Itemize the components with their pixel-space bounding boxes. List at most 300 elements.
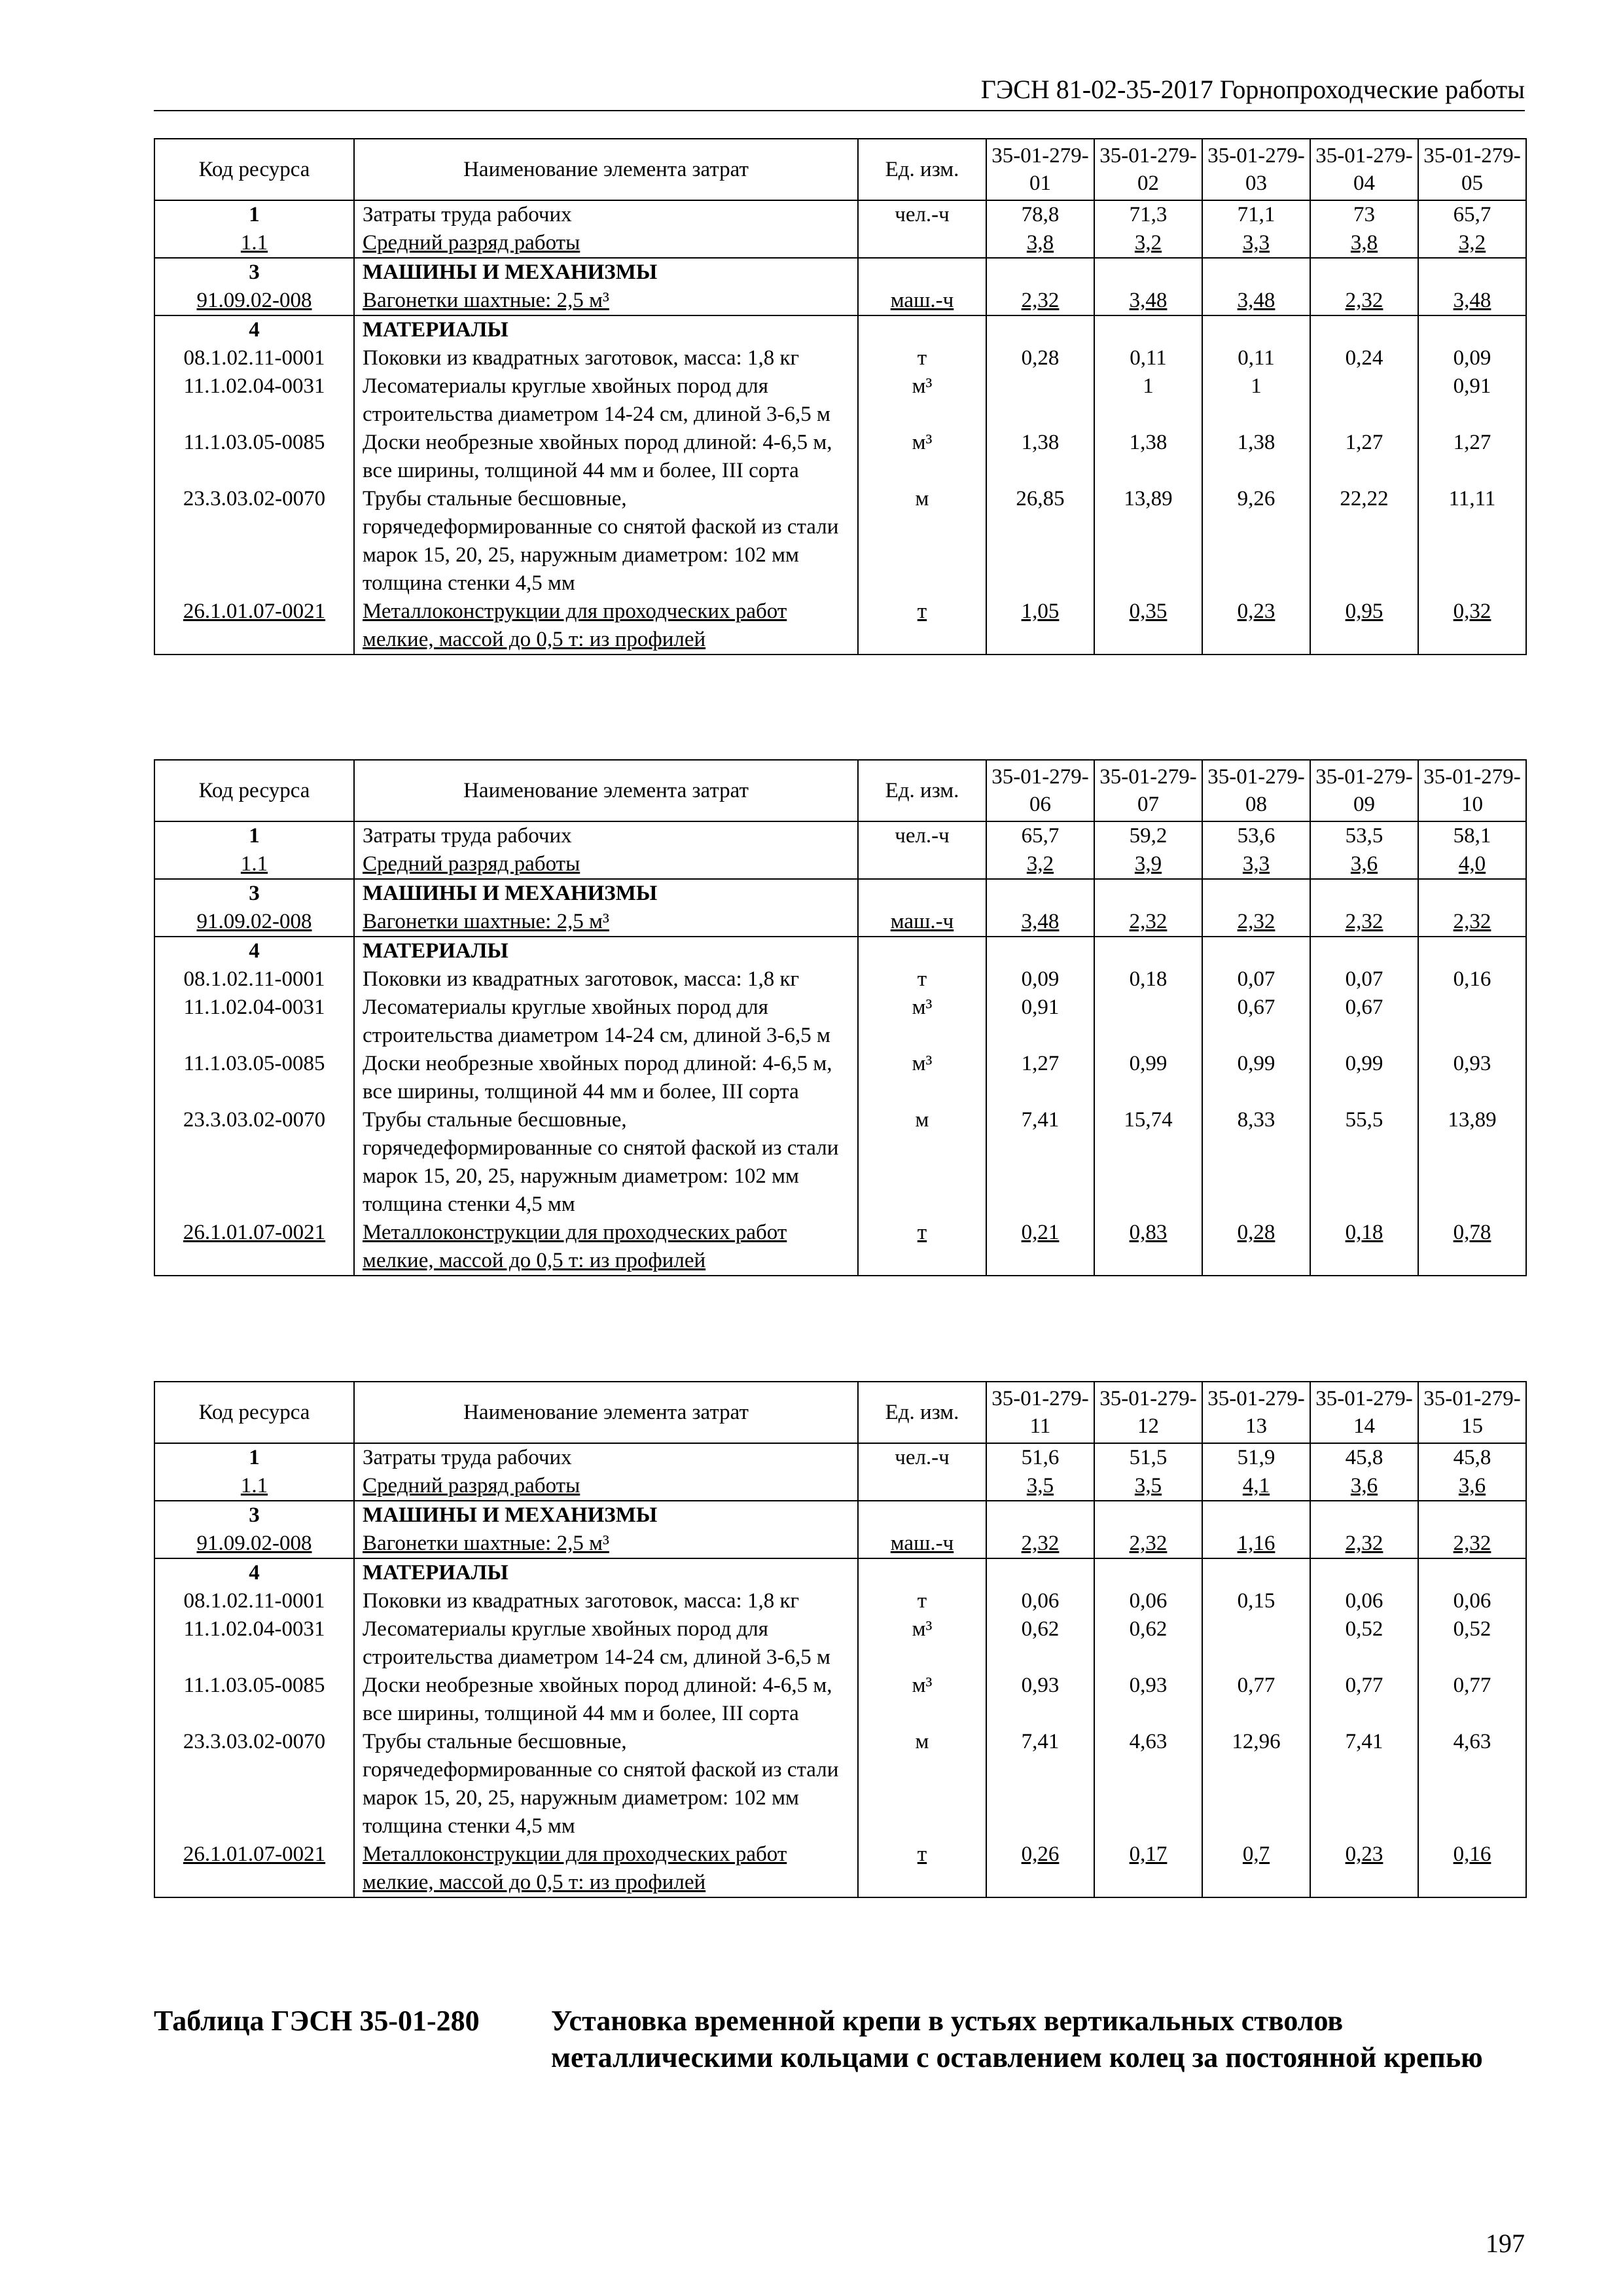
- resource-code: 08.1.02.11-0001: [154, 344, 354, 372]
- norm-value: 13,89: [1094, 485, 1202, 598]
- norm-value: 0,93: [1418, 1050, 1526, 1106]
- table-row: [154, 965, 1526, 994]
- norm-value: [1202, 315, 1310, 344]
- norm-value: 2,32: [1094, 1530, 1202, 1558]
- norm-value: 0,93: [1094, 1672, 1202, 1728]
- resource-code: 11.1.02.04-0031: [154, 994, 354, 1050]
- resource-name: Средний разряд работы: [354, 229, 858, 258]
- norm-value: [1418, 258, 1526, 287]
- norm-value: 1: [1094, 372, 1202, 429]
- table-row: [154, 1501, 1526, 1530]
- resource-unit: т: [858, 1219, 986, 1276]
- resource-name: Доски необрезные хвойных пород длиной: 4-6,5 м, все ширины, толщиной 44 мм и более, III сорта: [354, 1050, 858, 1106]
- resource-name: Средний разряд работы: [354, 1472, 858, 1501]
- norm-value: [1202, 258, 1310, 287]
- norm-value: 22,22: [1310, 485, 1418, 598]
- norm-value: [1094, 315, 1202, 344]
- resource-code: 11.1.03.05-0085: [154, 429, 354, 485]
- column-header-norm: 35-01-279-04: [1310, 139, 1418, 200]
- column-header-name: Наименование элемента затрат: [354, 1382, 858, 1443]
- norm-value: 1,38: [1202, 429, 1310, 485]
- norm-value: 3,6: [1310, 850, 1418, 879]
- norm-value: 1,38: [986, 429, 1094, 485]
- resource-name: Затраты труда рабочих: [354, 200, 858, 229]
- resource-unit: м³: [858, 994, 986, 1050]
- table-row: [154, 315, 1526, 344]
- norm-value: 0,18: [1094, 965, 1202, 994]
- norm-value: 0,16: [1418, 1840, 1526, 1897]
- resource-unit: м: [858, 485, 986, 598]
- norm-value: 0,16: [1418, 965, 1526, 994]
- table-row: [154, 429, 1526, 485]
- norm-value: 51,6: [986, 1443, 1094, 1472]
- norm-value: 2,32: [1310, 1530, 1418, 1558]
- norm-value: 3,5: [1094, 1472, 1202, 1501]
- resource-code: 4: [154, 315, 354, 344]
- resource-name: МАШИНЫ И МЕХАНИЗМЫ: [354, 258, 858, 287]
- norm-value: 0,09: [1418, 344, 1526, 372]
- norm-value: 7,41: [986, 1106, 1094, 1219]
- norm-value: 3,2: [1418, 229, 1526, 258]
- norm-value: [986, 372, 1094, 429]
- resource-code: 11.1.03.05-0085: [154, 1672, 354, 1728]
- norm-value: 0,83: [1094, 1219, 1202, 1276]
- norm-value: 0,06: [986, 1587, 1094, 1615]
- resource-name: Вагонетки шахтные: 2,5 м³: [354, 287, 858, 315]
- resource-code: 11.1.02.04-0031: [154, 1615, 354, 1672]
- norm-value: 0,52: [1310, 1615, 1418, 1672]
- table-row: [154, 1443, 1526, 1472]
- norm-value: 65,7: [986, 821, 1094, 850]
- resource-unit: т: [858, 344, 986, 372]
- norm-value: 3,3: [1202, 229, 1310, 258]
- norm-value: 3,2: [986, 850, 1094, 879]
- column-header-unit: Ед. изм.: [858, 760, 986, 821]
- norm-value: 0,17: [1094, 1840, 1202, 1897]
- table-row: [154, 994, 1526, 1050]
- resource-unit: т: [858, 598, 986, 655]
- resource-code: 91.09.02-008: [154, 908, 354, 937]
- norm-value: 59,2: [1094, 821, 1202, 850]
- table-row: [154, 485, 1526, 598]
- norm-value: 1,27: [1418, 429, 1526, 485]
- column-header-name: Наименование элемента затрат: [354, 760, 858, 821]
- norm-value: 3,3: [1202, 850, 1310, 879]
- norm-value: 0,99: [1094, 1050, 1202, 1106]
- resource-unit: м: [858, 1728, 986, 1840]
- norm-value: 3,9: [1094, 850, 1202, 879]
- norm-value: 0,99: [1310, 1050, 1418, 1106]
- resource-name: Вагонетки шахтные: 2,5 м³: [354, 1530, 858, 1558]
- resource-unit: [858, 258, 986, 287]
- resource-code: 11.1.02.04-0031: [154, 372, 354, 429]
- resource-code: 26.1.01.07-0021: [154, 598, 354, 655]
- norm-value: 7,41: [986, 1728, 1094, 1840]
- column-header-norm: 35-01-279-03: [1202, 139, 1310, 200]
- norm-value: 0,52: [1418, 1615, 1526, 1672]
- resource-unit: [858, 229, 986, 258]
- resource-unit: т: [858, 1587, 986, 1615]
- resource-unit: м: [858, 1106, 986, 1219]
- column-header-norm: 35-01-279-14: [1310, 1382, 1418, 1443]
- norm-value: 0,35: [1094, 598, 1202, 655]
- norm-value: 55,5: [1310, 1106, 1418, 1219]
- norm-value: 0,67: [1310, 994, 1418, 1050]
- column-header-norm: 35-01-279-13: [1202, 1382, 1310, 1443]
- table-row: [154, 598, 1526, 655]
- table-row: [154, 344, 1526, 372]
- norm-value: [1310, 937, 1418, 965]
- norm-value: [1310, 1501, 1418, 1530]
- resource-code: 91.09.02-008: [154, 287, 354, 315]
- norm-value: [1310, 258, 1418, 287]
- norm-value: [986, 315, 1094, 344]
- resource-unit: [858, 850, 986, 879]
- norm-value: 0,67: [1202, 994, 1310, 1050]
- norm-value: 0,95: [1310, 598, 1418, 655]
- table-row: [154, 372, 1526, 429]
- norm-value: [1094, 1558, 1202, 1587]
- norm-value: 78,8: [986, 200, 1094, 229]
- norm-value: 2,32: [986, 287, 1094, 315]
- resource-name: МАШИНЫ И МЕХАНИЗМЫ: [354, 1501, 858, 1530]
- resource-unit: м³: [858, 1672, 986, 1728]
- page-header: ГЭСН 81-02-35-2017 Горнопроходческие работы: [154, 73, 1525, 111]
- table-row: [154, 1840, 1526, 1897]
- norm-value: 0,78: [1418, 1219, 1526, 1276]
- norm-value: 7,41: [1310, 1728, 1418, 1840]
- resource-unit: маш.-ч: [858, 287, 986, 315]
- norm-value: 0,91: [986, 994, 1094, 1050]
- norm-value: 11,11: [1418, 485, 1526, 598]
- resource-code: 4: [154, 1558, 354, 1587]
- norm-value: [1094, 937, 1202, 965]
- resource-code: 4: [154, 937, 354, 965]
- table-row: [154, 1219, 1526, 1276]
- norm-value: [1094, 994, 1202, 1050]
- norm-value: [1202, 1558, 1310, 1587]
- resource-unit: т: [858, 965, 986, 994]
- norm-value: 0,77: [1418, 1672, 1526, 1728]
- resource-code: 08.1.02.11-0001: [154, 965, 354, 994]
- norm-value: 12,96: [1202, 1728, 1310, 1840]
- resource-name: Металлоконструкции для проходческих работ мелкие, массой до 0,5 т: из профилей: [354, 1840, 858, 1897]
- norm-value: 0,07: [1202, 965, 1310, 994]
- column-header-norm: 35-01-279-01: [986, 139, 1094, 200]
- table-row: [154, 1050, 1526, 1106]
- resource-code: 1.1: [154, 229, 354, 258]
- resource-code: 3: [154, 879, 354, 908]
- norm-value: 2,32: [1418, 908, 1526, 937]
- norm-value: 4,1: [1202, 1472, 1310, 1501]
- norm-value: [1202, 1501, 1310, 1530]
- resource-code: 1: [154, 821, 354, 850]
- norm-value: 0,91: [1418, 372, 1526, 429]
- resource-name: Затраты труда рабочих: [354, 821, 858, 850]
- resource-code: 3: [154, 258, 354, 287]
- column-header-code: Код ресурса: [154, 760, 354, 821]
- resource-table-2: [154, 759, 1527, 1276]
- norm-value: 71,3: [1094, 200, 1202, 229]
- norm-value: [1094, 1501, 1202, 1530]
- resource-code: 26.1.01.07-0021: [154, 1840, 354, 1897]
- norm-value: 73: [1310, 200, 1418, 229]
- table-row: [154, 1615, 1526, 1672]
- resource-name: Средний разряд работы: [354, 850, 858, 879]
- column-header-norm: 35-01-279-12: [1094, 1382, 1202, 1443]
- column-header-norm: 35-01-279-02: [1094, 139, 1202, 200]
- resource-unit: м³: [858, 372, 986, 429]
- column-header-norm: 35-01-279-08: [1202, 760, 1310, 821]
- norm-value: 4,63: [1418, 1728, 1526, 1840]
- norm-value: 0,26: [986, 1840, 1094, 1897]
- table-row: [154, 821, 1526, 850]
- norm-value: 0,06: [1094, 1587, 1202, 1615]
- norm-value: [1094, 879, 1202, 908]
- norm-value: 0,07: [1310, 965, 1418, 994]
- norm-value: 0,23: [1310, 1840, 1418, 1897]
- table-row: [154, 879, 1526, 908]
- resource-name: Поковки из квадратных заготовок, масса: 1,8 кг: [354, 344, 858, 372]
- norm-value: 0,62: [1094, 1615, 1202, 1672]
- column-header-unit: Ед. изм.: [858, 1382, 986, 1443]
- resource-code: 23.3.03.02-0070: [154, 485, 354, 598]
- norm-value: 0,28: [986, 344, 1094, 372]
- caption-label: Таблица ГЭСН 35-01-280: [154, 2005, 480, 2037]
- norm-value: 2,32: [1418, 1530, 1526, 1558]
- table-header-row: [154, 1382, 1526, 1443]
- resource-name: Трубы стальные бесшовные, горячедеформированные со снятой фаской из стали марок 15, 20, 25, наружным диаметром: 102 мм толщина стенки 4,5 мм: [354, 1728, 858, 1840]
- table-row: [154, 1587, 1526, 1615]
- column-header-unit: Ед. изм.: [858, 139, 986, 200]
- resource-unit: чел.-ч: [858, 200, 986, 229]
- norm-value: 0,99: [1202, 1050, 1310, 1106]
- table-row: [154, 1558, 1526, 1587]
- resource-name: МАТЕРИАЛЫ: [354, 1558, 858, 1587]
- column-header-norm: 35-01-279-07: [1094, 760, 1202, 821]
- norm-value: 1,27: [1310, 429, 1418, 485]
- norm-value: 0,24: [1310, 344, 1418, 372]
- resource-name: Поковки из квадратных заготовок, масса: 1,8 кг: [354, 1587, 858, 1615]
- table-header-row: [154, 760, 1526, 821]
- resource-name: Вагонетки шахтные: 2,5 м³: [354, 908, 858, 937]
- norm-value: [1310, 1558, 1418, 1587]
- norm-value: 0,23: [1202, 598, 1310, 655]
- norm-value: 3,6: [1310, 1472, 1418, 1501]
- norm-value: 26,85: [986, 485, 1094, 598]
- table-row: [154, 287, 1526, 315]
- norm-value: [1418, 315, 1526, 344]
- resource-name: Лесоматериалы круглые хвойных пород для строительства диаметром 14-24 см, длиной 3-6,5 м: [354, 372, 858, 429]
- norm-value: [1310, 879, 1418, 908]
- norm-value: [986, 937, 1094, 965]
- norm-value: 0,15: [1202, 1587, 1310, 1615]
- table-header-row: [154, 139, 1526, 200]
- resource-unit: м³: [858, 1615, 986, 1672]
- resource-unit: маш.-ч: [858, 1530, 986, 1558]
- table-row: [154, 229, 1526, 258]
- norm-value: 4,0: [1418, 850, 1526, 879]
- resource-name: МАТЕРИАЛЫ: [354, 315, 858, 344]
- resource-name: Лесоматериалы круглые хвойных пород для строительства диаметром 14-24 см, длиной 3-6,5 м: [354, 1615, 858, 1672]
- resource-unit: маш.-ч: [858, 908, 986, 937]
- norm-value: [1418, 879, 1526, 908]
- norm-value: 3,8: [986, 229, 1094, 258]
- resource-unit: [858, 879, 986, 908]
- norm-value: 3,8: [1310, 229, 1418, 258]
- norm-value: 0,77: [1202, 1672, 1310, 1728]
- norm-value: 0,21: [986, 1219, 1094, 1276]
- caption-title: Установка временной крепи в устьях вертикальных стволов металлическими кольцами с оставлением колец за постоянной крепью: [551, 2005, 1483, 2073]
- column-header-code: Код ресурса: [154, 1382, 354, 1443]
- norm-value: [1202, 879, 1310, 908]
- norm-value: 0,77: [1310, 1672, 1418, 1728]
- norm-value: [1418, 937, 1526, 965]
- norm-value: 2,32: [986, 1530, 1094, 1558]
- resource-unit: м³: [858, 1050, 986, 1106]
- resource-code: 1.1: [154, 850, 354, 879]
- column-header-norm: 35-01-279-09: [1310, 760, 1418, 821]
- column-header-norm: 35-01-279-10: [1418, 760, 1526, 821]
- resource-code: 91.09.02-008: [154, 1530, 354, 1558]
- norm-value: 3,48: [1094, 287, 1202, 315]
- norm-value: 3,2: [1094, 229, 1202, 258]
- norm-value: 2,32: [1202, 908, 1310, 937]
- norm-value: 2,32: [1310, 908, 1418, 937]
- norm-value: 58,1: [1418, 821, 1526, 850]
- norm-value: 4,63: [1094, 1728, 1202, 1840]
- norm-value: 1,05: [986, 598, 1094, 655]
- norm-value: 3,6: [1418, 1472, 1526, 1501]
- norm-value: 0,93: [986, 1672, 1094, 1728]
- norm-value: 0,18: [1310, 1219, 1418, 1276]
- resource-table-1: [154, 138, 1527, 655]
- norm-value: 15,74: [1094, 1106, 1202, 1219]
- table-row: [154, 1530, 1526, 1558]
- resource-name: Металлоконструкции для проходческих работ мелкие, массой до 0,5 т: из профилей: [354, 598, 858, 655]
- page-number: 197: [1486, 2229, 1525, 2258]
- resource-code: 26.1.01.07-0021: [154, 1219, 354, 1276]
- resource-name: Доски необрезные хвойных пород длиной: 4-6,5 м, все ширины, толщиной 44 мм и более, III сорта: [354, 1672, 858, 1728]
- norm-value: [1094, 258, 1202, 287]
- norm-value: [986, 1558, 1094, 1587]
- norm-value: 0,06: [1310, 1587, 1418, 1615]
- resource-table-3: [154, 1381, 1527, 1898]
- norm-value: 45,8: [1418, 1443, 1526, 1472]
- resource-name: Поковки из квадратных заготовок, масса: 1,8 кг: [354, 965, 858, 994]
- resource-name: Металлоконструкции для проходческих работ мелкие, массой до 0,5 т: из профилей: [354, 1219, 858, 1276]
- resource-name: Трубы стальные бесшовные, горячедеформированные со снятой фаской из стали марок 15, 20, 25, наружным диаметром: 102 мм толщина стенки 4,5 мм: [354, 1106, 858, 1219]
- norm-value: 1,27: [986, 1050, 1094, 1106]
- table-row: [154, 908, 1526, 937]
- column-header-name: Наименование элемента затрат: [354, 139, 858, 200]
- norm-value: 1,38: [1094, 429, 1202, 485]
- table-row: [154, 1472, 1526, 1501]
- norm-value: 51,9: [1202, 1443, 1310, 1472]
- resource-unit: т: [858, 1840, 986, 1897]
- norm-value: 1,16: [1202, 1530, 1310, 1558]
- table-row: [154, 258, 1526, 287]
- table-row: [154, 1106, 1526, 1219]
- resource-name: Доски необрезные хвойных пород длиной: 4-6,5 м, все ширины, толщиной 44 мм и более, III сорта: [354, 429, 858, 485]
- norm-value: 0,09: [986, 965, 1094, 994]
- norm-value: 1: [1202, 372, 1310, 429]
- norm-value: 0,06: [1418, 1587, 1526, 1615]
- norm-value: 13,89: [1418, 1106, 1526, 1219]
- norm-value: [1202, 1615, 1310, 1672]
- norm-value: 0,62: [986, 1615, 1094, 1672]
- norm-value: 51,5: [1094, 1443, 1202, 1472]
- norm-value: 2,32: [1094, 908, 1202, 937]
- column-header-code: Код ресурса: [154, 139, 354, 200]
- table-row: [154, 1728, 1526, 1840]
- norm-value: 0,11: [1094, 344, 1202, 372]
- norm-value: 71,1: [1202, 200, 1310, 229]
- norm-value: 0,7: [1202, 1840, 1310, 1897]
- norm-value: 3,5: [986, 1472, 1094, 1501]
- norm-value: [1202, 937, 1310, 965]
- resource-code: 23.3.03.02-0070: [154, 1106, 354, 1219]
- column-header-norm: 35-01-279-05: [1418, 139, 1526, 200]
- table-row: [154, 200, 1526, 229]
- resource-code: 23.3.03.02-0070: [154, 1728, 354, 1840]
- table-row: [154, 1672, 1526, 1728]
- resource-code: 11.1.03.05-0085: [154, 1050, 354, 1106]
- norm-value: 3,48: [1202, 287, 1310, 315]
- table-row: [154, 850, 1526, 879]
- resource-unit: чел.-ч: [858, 821, 986, 850]
- norm-value: 45,8: [1310, 1443, 1418, 1472]
- resource-name: МАТЕРИАЛЫ: [354, 937, 858, 965]
- resource-unit: [858, 315, 986, 344]
- norm-value: [1310, 372, 1418, 429]
- norm-value: [986, 258, 1094, 287]
- resource-unit: [858, 937, 986, 965]
- norm-value: 9,26: [1202, 485, 1310, 598]
- norm-value: [1418, 994, 1526, 1050]
- resource-unit: м³: [858, 429, 986, 485]
- norm-value: 0,32: [1418, 598, 1526, 655]
- resource-code: 1.1: [154, 1472, 354, 1501]
- resource-code: 1: [154, 200, 354, 229]
- resource-name: Трубы стальные бесшовные, горячедеформированные со снятой фаской из стали марок 15, 20, 25, наружным диаметром: 102 мм толщина стенки 4,5 мм: [354, 485, 858, 598]
- norm-value: 53,6: [1202, 821, 1310, 850]
- norm-value: 3,48: [1418, 287, 1526, 315]
- resource-unit: [858, 1501, 986, 1530]
- column-header-norm: 35-01-279-15: [1418, 1382, 1526, 1443]
- resource-unit: [858, 1472, 986, 1501]
- norm-value: 2,32: [1310, 287, 1418, 315]
- norm-value: 0,28: [1202, 1219, 1310, 1276]
- norm-value: [1418, 1501, 1526, 1530]
- norm-value: [986, 1501, 1094, 1530]
- norm-value: 0,11: [1202, 344, 1310, 372]
- norm-value: [1418, 1558, 1526, 1587]
- resource-code: 08.1.02.11-0001: [154, 1587, 354, 1615]
- resource-code: 3: [154, 1501, 354, 1530]
- resource-unit: [858, 1558, 986, 1587]
- norm-value: 8,33: [1202, 1106, 1310, 1219]
- norm-value: 65,7: [1418, 200, 1526, 229]
- resource-unit: чел.-ч: [858, 1443, 986, 1472]
- norm-value: [986, 879, 1094, 908]
- resource-name: Лесоматериалы круглые хвойных пород для строительства диаметром 14-24 см, длиной 3-6,5 м: [354, 994, 858, 1050]
- resource-name: МАШИНЫ И МЕХАНИЗМЫ: [354, 879, 858, 908]
- norm-value: 3,48: [986, 908, 1094, 937]
- resource-code: 1: [154, 1443, 354, 1472]
- norm-value: 53,5: [1310, 821, 1418, 850]
- table-row: [154, 937, 1526, 965]
